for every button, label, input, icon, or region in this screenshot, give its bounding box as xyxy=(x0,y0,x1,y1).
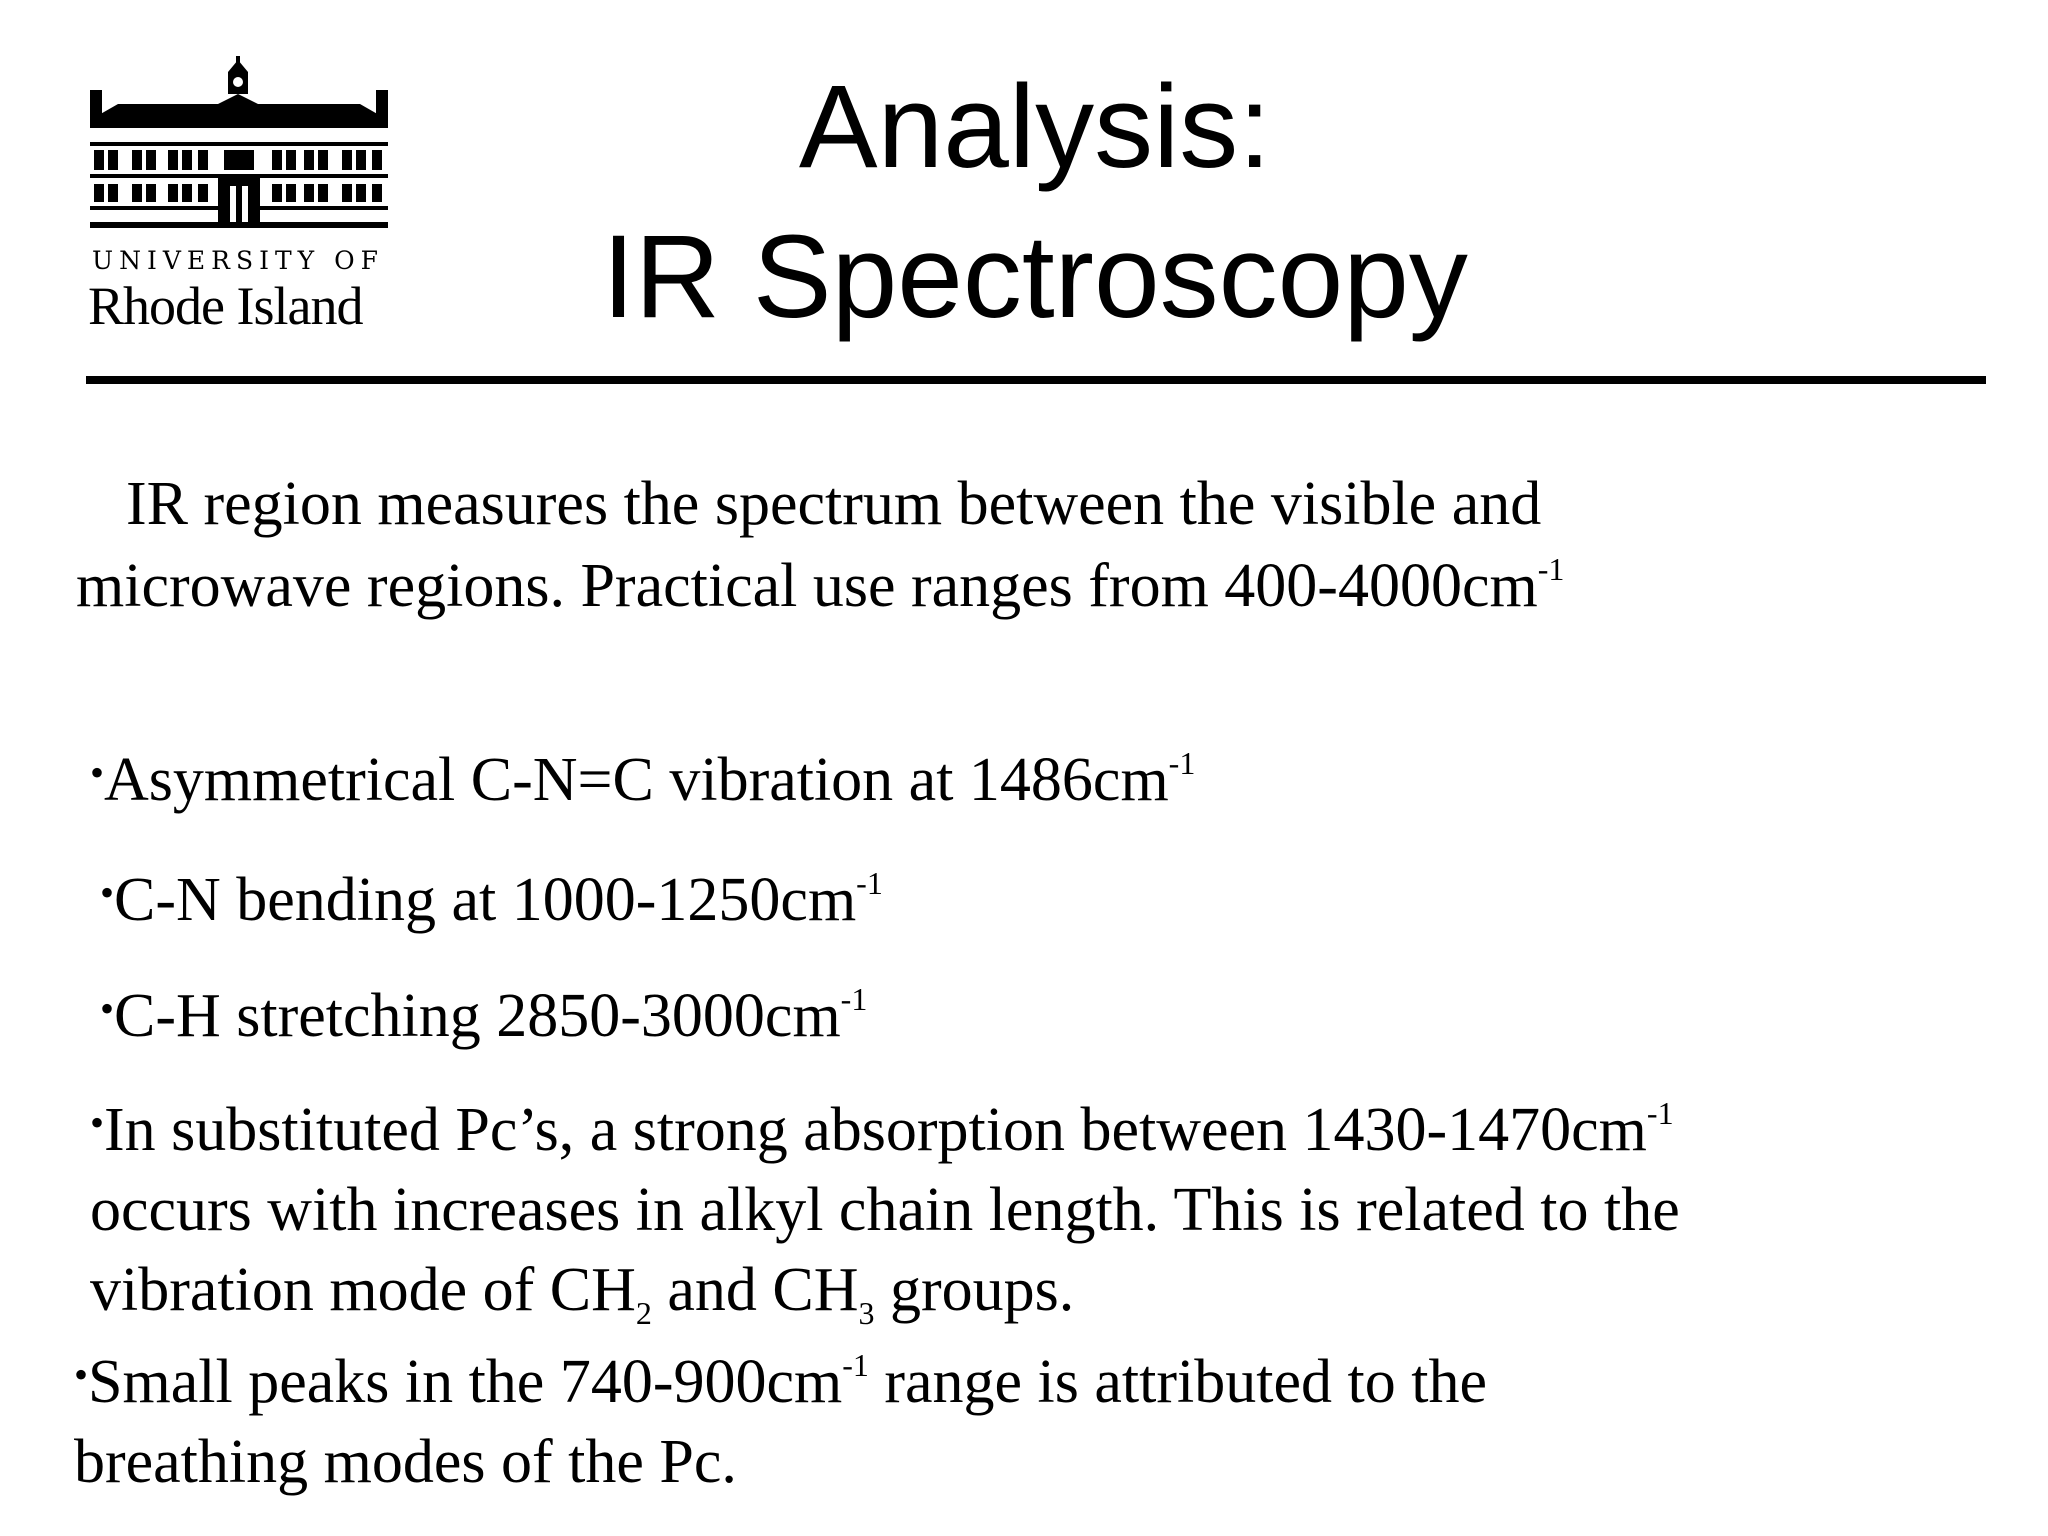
bullet-3-superscript: -1 xyxy=(840,981,868,1017)
bullet-item-3 xyxy=(100,976,867,1065)
bullet-3-text: C-H stretching 2850-3000cm xyxy=(114,982,841,1050)
bullet-item-4-line-3 xyxy=(90,1250,1074,1339)
bullet-icon: • xyxy=(100,986,115,1031)
bullet-4-line-3-c: groups. xyxy=(874,1256,1075,1324)
intro-line-2-text: microwave regions. Practical use ranges from 400-4000cm xyxy=(76,552,1538,620)
bullet-5-line-1-b: range is attributed to the xyxy=(868,1348,1487,1416)
bullet-5-superscript: -1 xyxy=(842,1347,869,1383)
bullet-5-line-1-a: Small peaks in the 740-900cm xyxy=(88,1348,843,1416)
bullet-item-5-line-1 xyxy=(74,1342,1487,1431)
building-icon xyxy=(88,50,394,240)
bullet-icon: • xyxy=(100,870,115,915)
bullet-2-superscript: -1 xyxy=(856,865,883,901)
bullet-item-5-line-2: breathing modes of the Pc. xyxy=(74,1428,737,1496)
bullet-icon: • xyxy=(90,1100,105,1145)
logo-university-of: UNIVERSITY OF xyxy=(92,246,384,275)
bullet-2-text: C-N bending at 1000-1250cm xyxy=(114,866,857,934)
university-logo xyxy=(88,50,398,340)
bullet-4-line-3-a: vibration mode of CH xyxy=(90,1256,636,1324)
intro-line-2 xyxy=(76,546,1564,635)
bullet-item-2 xyxy=(100,860,883,949)
bullet-1-superscript: -1 xyxy=(1168,745,1196,781)
bullet-item-1 xyxy=(90,740,1195,829)
title-line-1: Analysis: xyxy=(798,61,1272,193)
bullet-1-text: Asymmetrical C-N=C vibration at 1486cm xyxy=(104,746,1169,814)
bullet-icon: • xyxy=(90,750,105,795)
title-divider xyxy=(86,376,1986,384)
slide-title xyxy=(520,52,1550,352)
bullet-4-line-1-text: In substituted Pc’s, a strong absorption between 1430-1470cm xyxy=(104,1096,1647,1164)
ch3-subscript: 3 xyxy=(858,1295,875,1331)
bullet-4-line-3-b: and CH xyxy=(651,1256,859,1324)
intro-superscript: -1 xyxy=(1537,551,1565,587)
logo-rhode-island: Rhode Island xyxy=(88,276,363,336)
title-line-2: IR Spectroscopy xyxy=(602,211,1468,343)
bullet-item-4-line-1 xyxy=(90,1090,1674,1179)
intro-line-1: IR region measures the spectrum between the visible and xyxy=(126,470,1542,538)
bullet-item-4-line-2: occurs with increases in alkyl chain length. This is related to the xyxy=(90,1176,1680,1244)
bullet-icon: • xyxy=(74,1352,89,1397)
ch2-subscript: 2 xyxy=(635,1295,652,1331)
bullet-4-superscript: -1 xyxy=(1646,1095,1674,1131)
